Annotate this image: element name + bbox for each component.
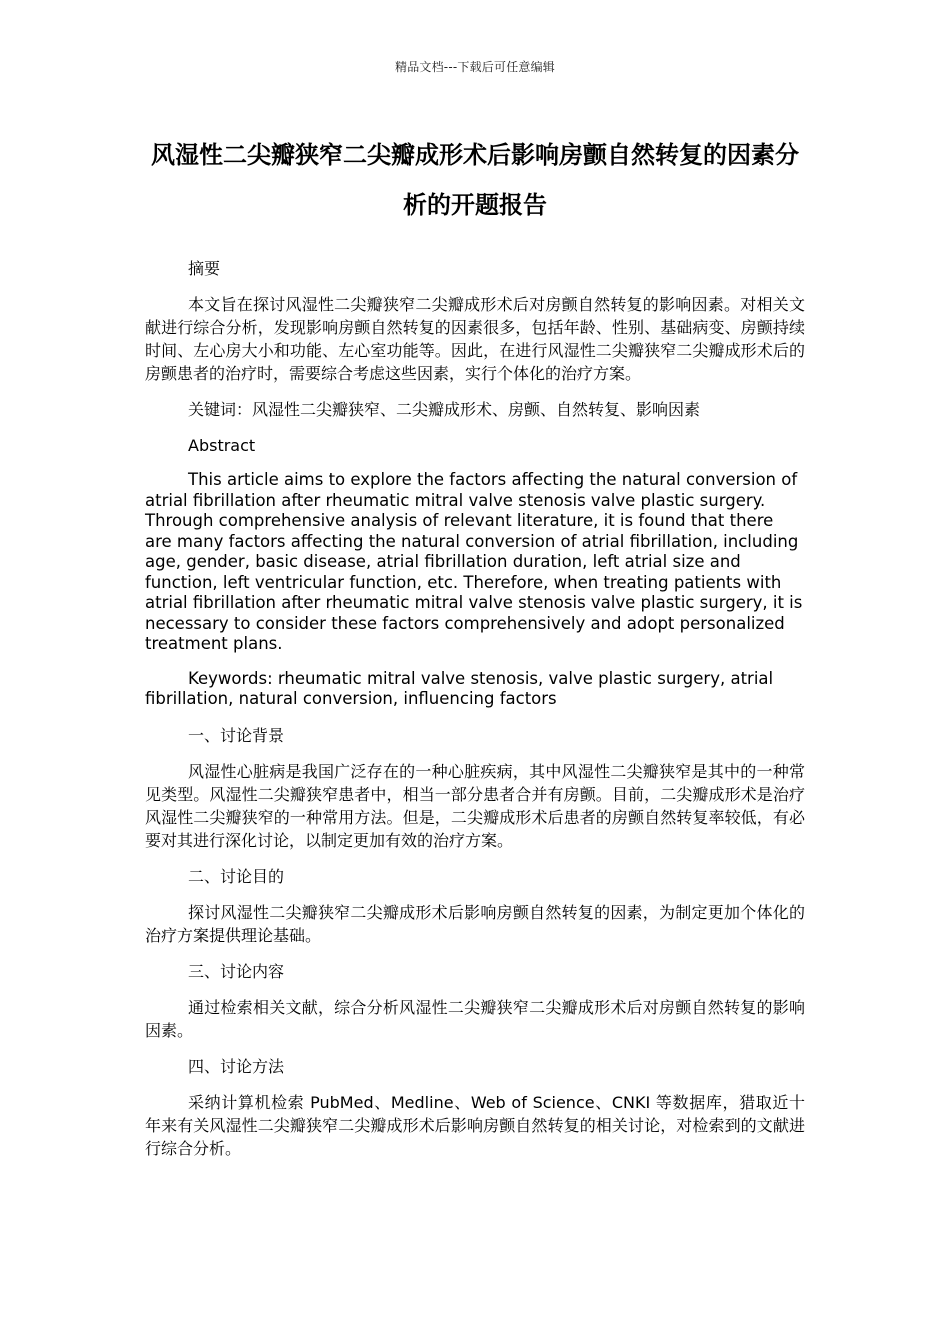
keywords-en: Keywords: rheumatic mitral valve stenosis, valve plastic surgery, atrial fibrillation, natural conversion, influencing factors bbox=[145, 668, 774, 708]
section-heading-content: 三、讨论内容 bbox=[188, 961, 285, 981]
document-title: 风湿性二尖瓣狭窄二尖瓣成形术后影响房颤自然转复的因素分析的开题报告 bbox=[151, 141, 799, 219]
section-heading-background: 一、讨论背景 bbox=[188, 725, 285, 745]
abstract-cn-body: 本文旨在探讨风湿性二尖瓣狭窄二尖瓣成形术后对房颤自然转复的影响因素。对相关文献进行综合分析，发现影响房颤自然转复的因素很多，包括年龄、性别、基础病变、房颤持续时间、左心房大小和功能、左心室功能等。因此，在进行风湿性二尖瓣狭窄二尖瓣成形术后的房颤患者的治疗时，需要综合考虑这些因素，实行个体化的治疗方案。 bbox=[145, 295, 805, 383]
section-heading-purpose: 二、讨论目的 bbox=[188, 866, 285, 886]
abstract-cn-heading: 摘要 bbox=[188, 259, 221, 278]
keywords-cn: 关键词：风湿性二尖瓣狭窄、二尖瓣成形术、房颤、自然转复、影响因素 bbox=[188, 400, 701, 419]
document-body bbox=[145, 257, 805, 1173]
abstract-en-heading: Abstract bbox=[188, 436, 256, 455]
section-body-content: 通过检索相关文献，综合分析风湿性二尖瓣狭窄二尖瓣成形术后对房颤自然转复的影响因素。 bbox=[145, 997, 805, 1040]
header-watermark: 精品文档---下载后可任意编辑 bbox=[395, 60, 555, 74]
section-body-background: 风湿性心脏病是我国广泛存在的一种心脏疾病，其中风湿性二尖瓣狭窄是其中的一种常见类型。风湿性二尖瓣狭窄患者中，相当一部分患者合并有房颤。目前，二尖瓣成形术是治疗风湿性二尖瓣狭窄的一种常用方法。但是，二尖瓣成形术后患者的房颤自然转复率较低，有必要对其进行深化讨论，以制定更加有效的治疗方案。 bbox=[145, 761, 805, 850]
section-heading-method: 四、讨论方法 bbox=[188, 1056, 285, 1076]
section-body-method: 采纳计算机检索 PubMed、Medline、Web of Science、CNKI 等数据库，猎取近十年来有关风湿性二尖瓣狭窄二尖瓣成形术后影响房颤自然转复的相关讨论，对检索到的文献进行综合分析。 bbox=[145, 1092, 805, 1158]
abstract-en-body: This article aims to explore the factors affecting the natural conversion of atrial fibrillation after rheumatic mitral valve stenosis valve plastic surgery. Through comprehensive analysis of relevant literature, it is found that there are many factors affecting the natural conversion of atrial fibrillation, including age, gender, basic disease, atrial fibrillation duration, left atrial size and function, left ventricular function, etc. Therefore, when treating patients with atrial fibrillation after rheumatic mitral valve stenosis valve plastic surgery, it is necessary to consider these factors comprehensively and adopt personalized treatment plans. bbox=[145, 470, 803, 653]
section-body-purpose: 探讨风湿性二尖瓣狭窄二尖瓣成形术后影响房颤自然转复的因素，为制定更加个体化的治疗方案提供理论基础。 bbox=[145, 902, 805, 945]
